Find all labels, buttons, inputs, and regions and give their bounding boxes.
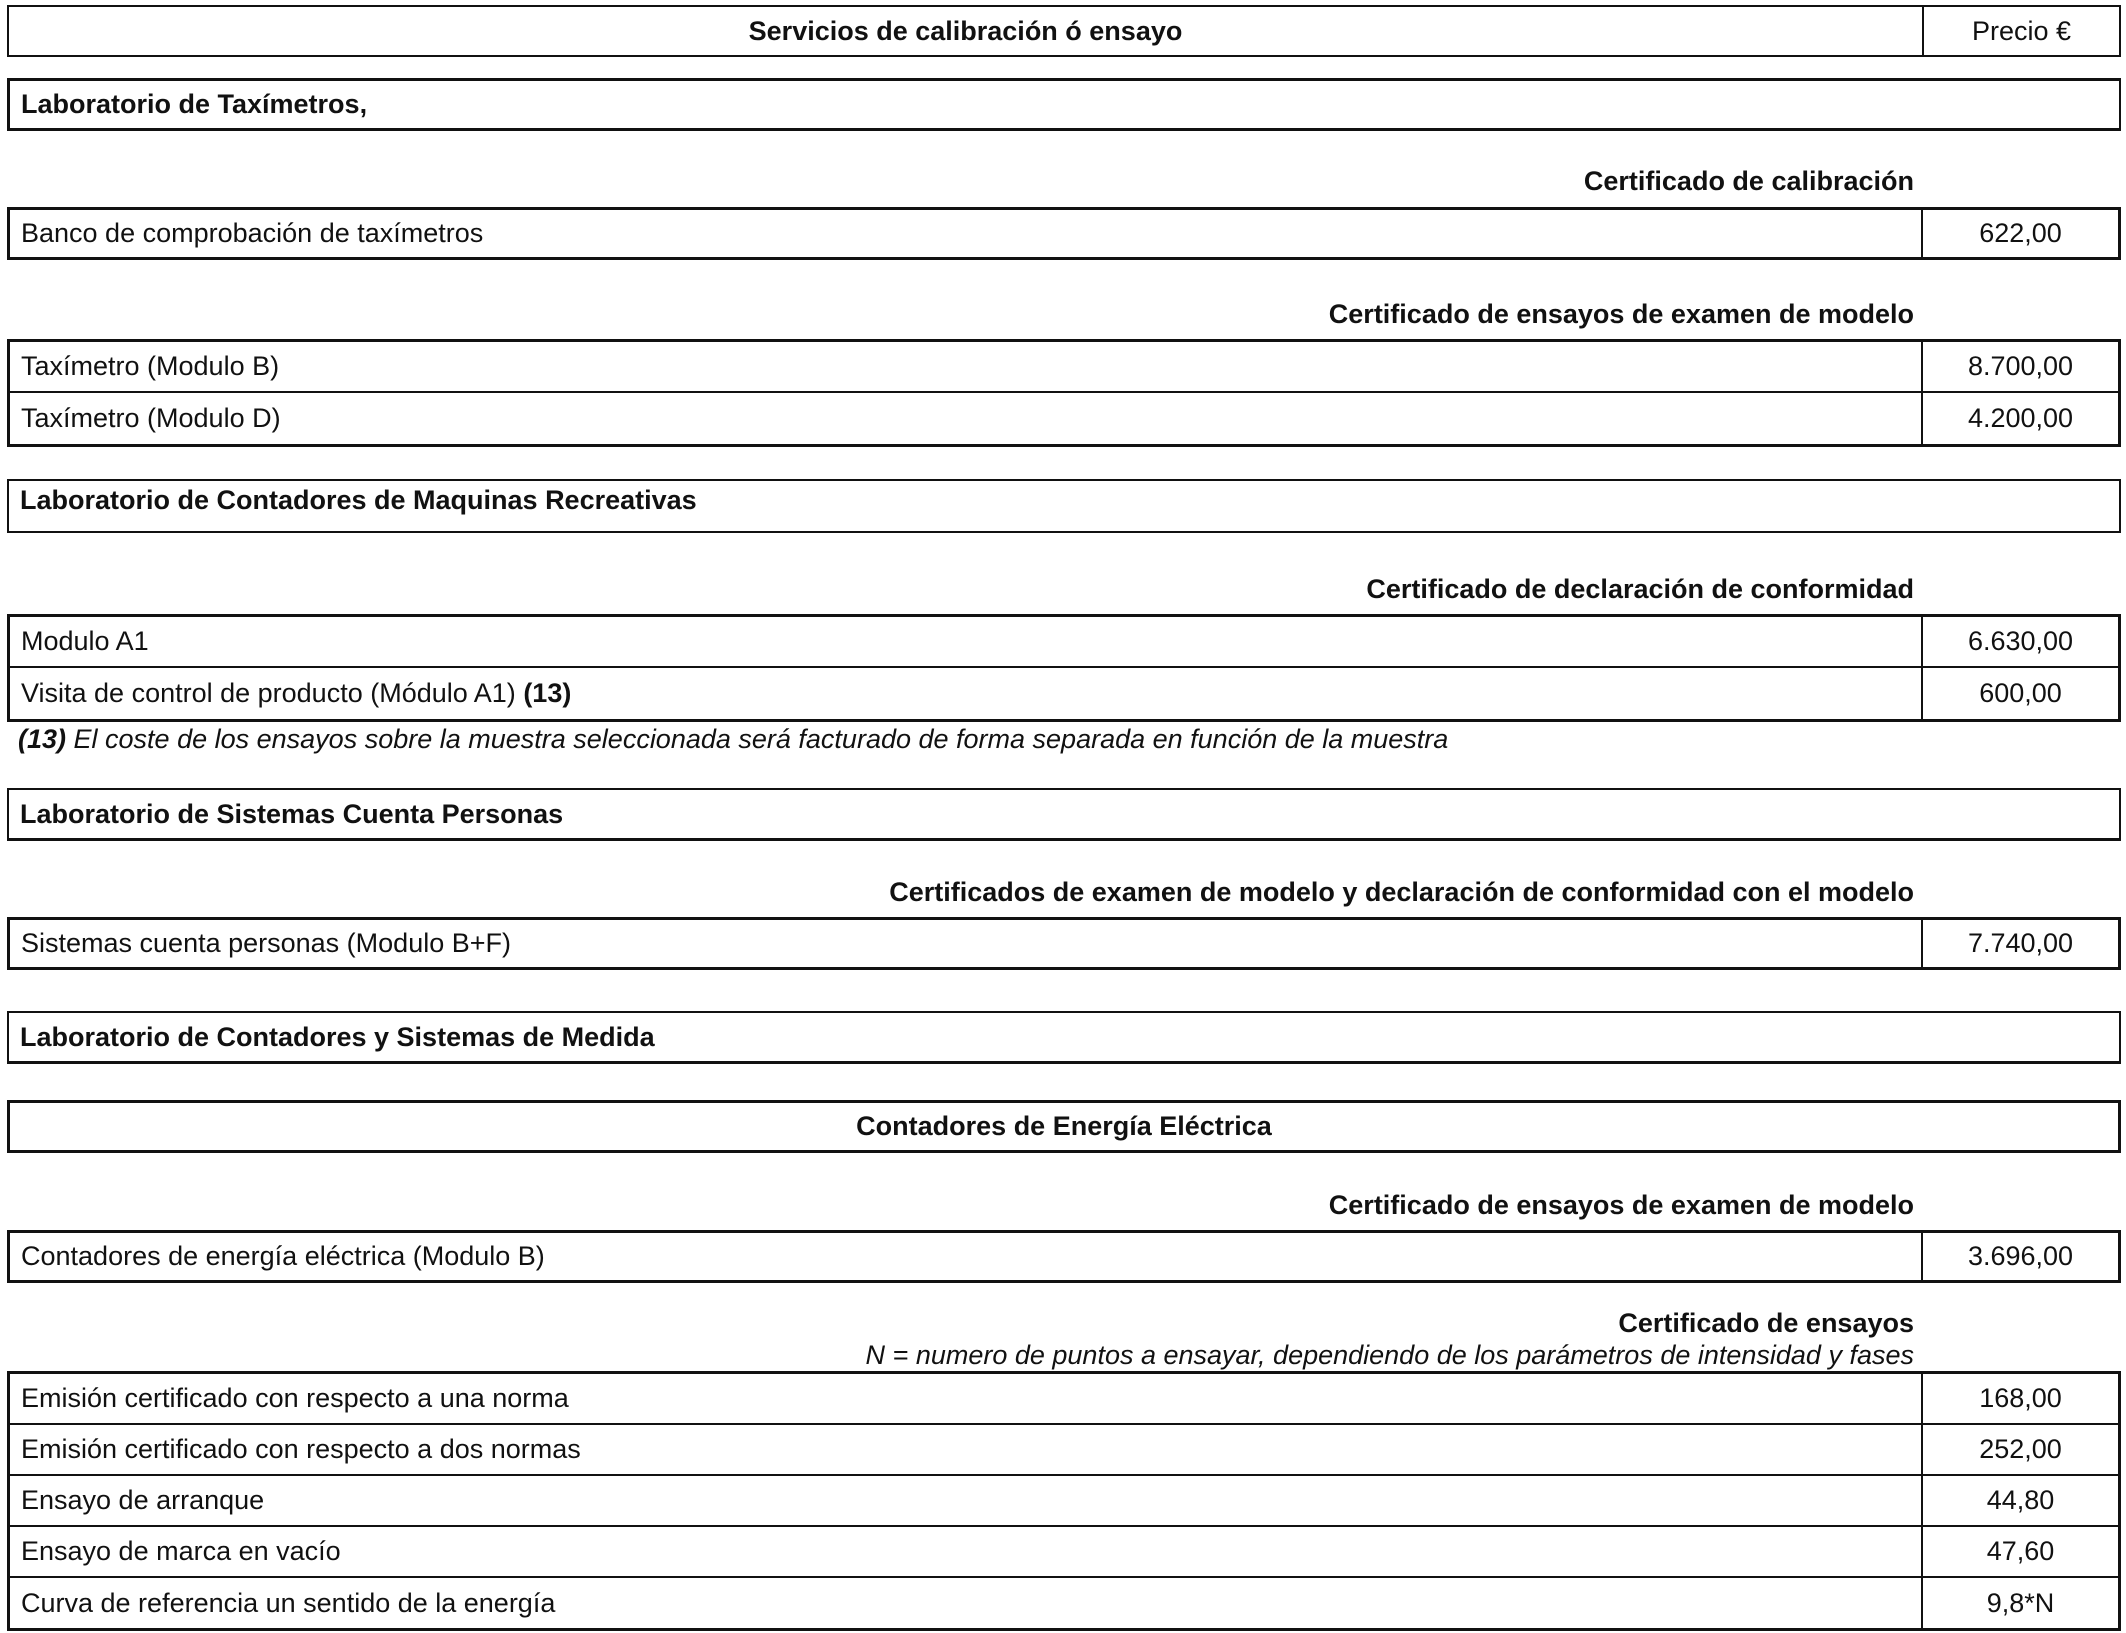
row-description: Taxímetro (Modulo B): [21, 351, 280, 381]
row-price: 47,60: [1921, 1527, 2118, 1576]
table-header: [7, 5, 2121, 57]
row-price: 600,00: [1921, 668, 2118, 719]
medida-ensayos-group: [7, 1371, 2121, 1631]
row-description-text: Visita de control de producto (Módulo A1): [21, 678, 516, 708]
row-description: Banco de comprobación de taxímetros: [21, 218, 484, 248]
row-description: Sistemas cuenta personas (Modulo B+F): [21, 928, 511, 958]
table-row: [10, 1527, 2118, 1578]
table-row: [10, 668, 2118, 719]
row-price: 3.696,00: [1921, 1233, 2118, 1280]
row-price: 7.740,00: [1921, 920, 2118, 967]
row-price: 4.200,00: [1921, 393, 2118, 444]
row-description: Modulo A1: [21, 626, 149, 656]
row-description: [10, 678, 1921, 709]
table-row: [10, 617, 2118, 668]
taximetros-calibracion-title: Certificado de calibración: [1583, 166, 1914, 196]
table-row: [10, 1425, 2118, 1476]
medida-ensayos-title: Certificado de ensayos: [1618, 1308, 1914, 1338]
row-description: Curva de referencia un sentido de la energía: [21, 1588, 556, 1618]
table-row: [10, 393, 2118, 444]
footnote-text: El coste de los ensayos sobre la muestra seleccionada será facturado de forma separada en función de la muestra: [73, 724, 1449, 754]
maquinas-conformidad-group: [7, 614, 2121, 722]
lab-maquinas-title: Laboratorio de Contadores de Maquinas Recreativas: [7, 479, 2121, 533]
row-price: 9,8*N: [1921, 1578, 2118, 1629]
row-description: Taxímetro (Modulo D): [21, 403, 281, 433]
lab-personas-title: Laboratorio de Sistemas Cuenta Personas: [7, 788, 2121, 841]
row-price: 8.700,00: [1921, 342, 2118, 391]
footnote: [18, 724, 1448, 755]
table-row: [7, 207, 2121, 260]
table-header-price: Precio €: [1922, 7, 2119, 55]
maquinas-conformidad-title: Certificado de declaración de conformidad: [1366, 574, 1914, 604]
medida-section-title: Contadores de Energía Eléctrica: [7, 1100, 2121, 1153]
row-description: Emisión certificado con respecto a dos normas: [21, 1434, 581, 1464]
table-row: [10, 342, 2118, 393]
table-row: [10, 1476, 2118, 1527]
row-price: 168,00: [1921, 1374, 2118, 1423]
medida-ensayos-note: N = numero de puntos a ensayar, dependiendo de los parámetros de intensidad y fases: [865, 1340, 1914, 1370]
taximetros-examen-group: [7, 339, 2121, 447]
row-price: 622,00: [1921, 210, 2118, 257]
footnote-ref: (13): [523, 678, 572, 708]
footnote-ref: (13): [18, 724, 67, 754]
lab-medida-title: Laboratorio de Contadores y Sistemas de Medida: [7, 1011, 2121, 1064]
row-description: Contadores de energía eléctrica (Modulo B): [21, 1241, 545, 1271]
table-row: [7, 917, 2121, 970]
row-price: 252,00: [1921, 1425, 2118, 1474]
row-price: 44,80: [1921, 1476, 2118, 1525]
table-header-title: Servicios de calibración ó ensayo: [748, 15, 1183, 46]
row-description: Ensayo de marca en vacío: [21, 1536, 341, 1566]
row-price: 6.630,00: [1921, 617, 2118, 666]
row-description: Ensayo de arranque: [21, 1485, 265, 1515]
table-row: [10, 1374, 2118, 1425]
table-row: [7, 1230, 2121, 1283]
row-description: Emisión certificado con respecto a una norma: [21, 1383, 569, 1413]
table-row: [10, 1578, 2118, 1629]
personas-cert-title: Certificados de examen de modelo y declaración de conformidad con el modelo: [889, 877, 1914, 907]
medida-examen-title: Certificado de ensayos de examen de modelo: [1328, 1190, 1914, 1220]
lab-taximetros-title: Laboratorio de Taxímetros,: [7, 78, 2121, 131]
taximetros-examen-title: Certificado de ensayos de examen de modelo: [1328, 299, 1914, 329]
